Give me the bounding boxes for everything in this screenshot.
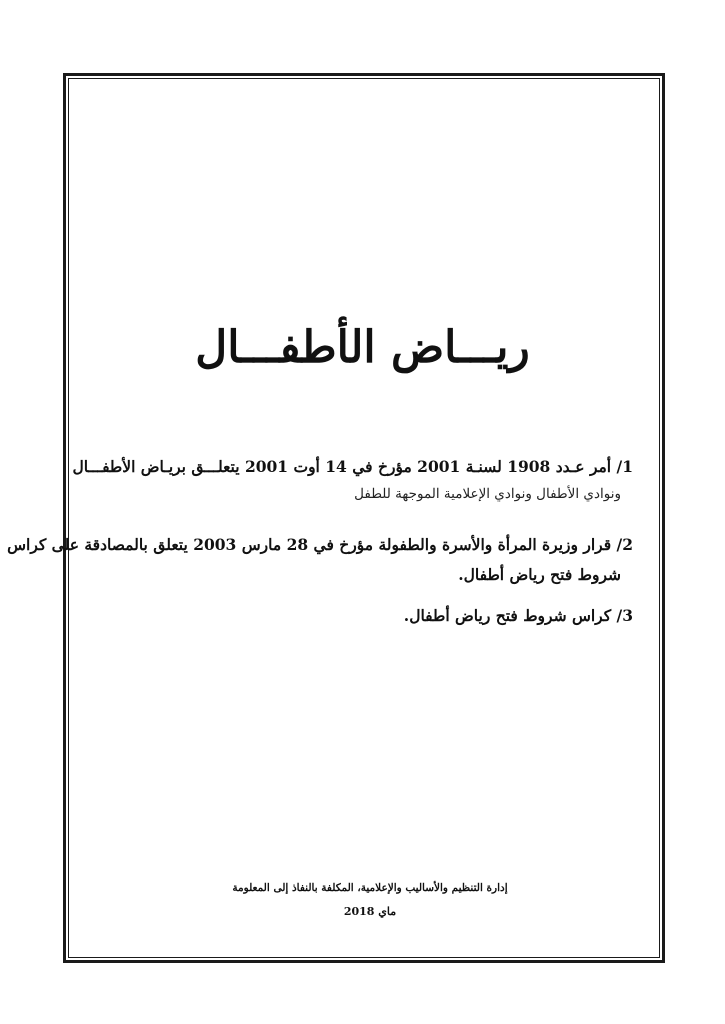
list-item-1 [72,452,633,506]
page-border-inner [68,78,660,958]
footer-date: ماي 2018 [343,905,397,918]
list-item-3-line-1 [133,601,633,631]
document-title: ريـــاض الأطفـــال [195,322,530,373]
list-item-1-number: 1/ [616,457,633,476]
list-item-1-text: أمر عـدد 1908 لسنـة 2001 مؤرخ في 14 أوت 2001 يتعلـــق بريـاض الأطفـــال [72,457,612,476]
list-item-2-line-1 [7,530,633,560]
list-item-3-text: كراس شروط فتح رياض أطفال. [403,606,612,625]
list-item-3 [133,601,633,631]
list-item-1-line-2: ونوادي الأطفال ونوادي الإعلامية الموجهة للطفل [354,486,621,502]
list-item-1-line-1 [72,452,633,482]
list-item-2 [7,530,633,590]
list-item-2-line-2: شروط فتح رياض أطفال. [458,565,621,584]
list-item-2-number: 2/ [616,535,633,554]
list-item-3-number: 3/ [616,606,633,625]
list-item-2-text: قرار وزيرة المرأة والأسرة والطفولة مؤرخ في 28 مارس 2003 يتعلق بالمصادقة على كراس [7,535,612,554]
footer-department: إدارة التنظيم والأساليب والإعلامية، المكلفة بالنفاذ إلى المعلومة [232,882,508,894]
